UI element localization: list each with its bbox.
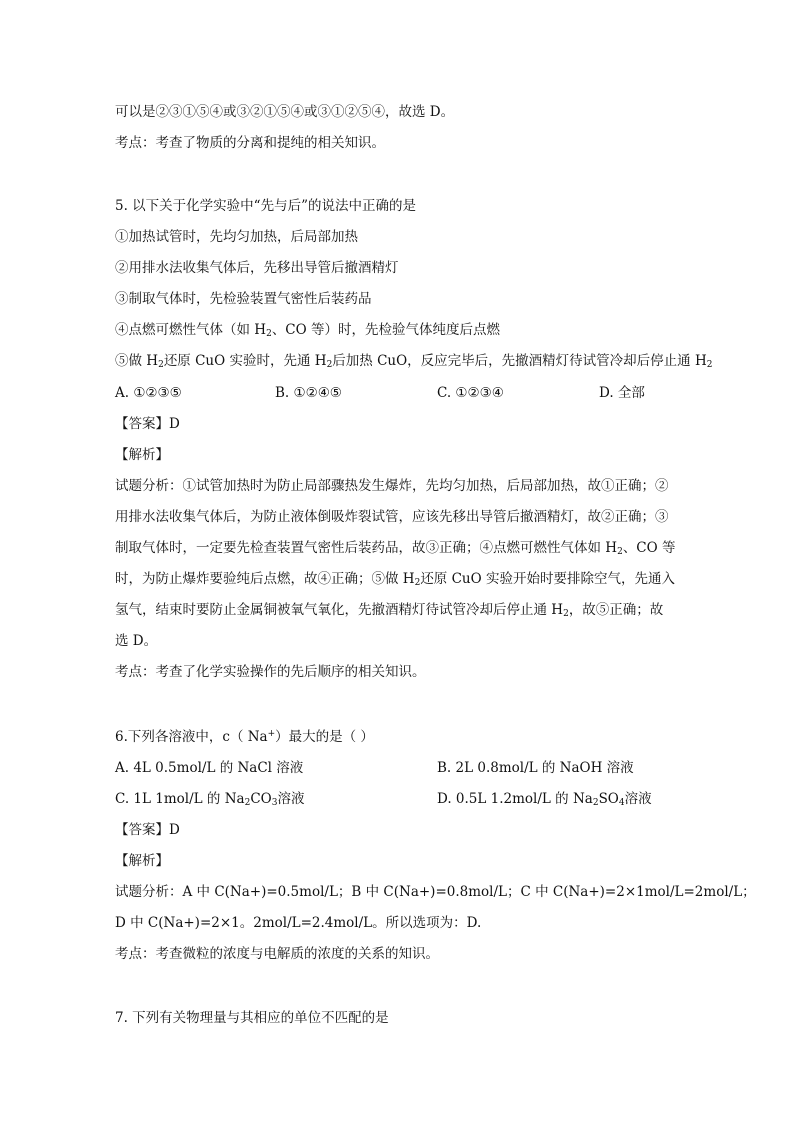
q6-option-d: D. 0.5L 1.2mol/L 的 $Na_2SO_4$溶液 [437,791,652,808]
q5-statement-1: ①加热试管时，先均匀加热，后局部加热 [115,229,358,245]
q5-kaodian: 考点：考查了化学实验操作的先后顺序的相关知识。 [115,664,426,680]
q6-analysis-line-2: D 中 C(Na+)=2×1。2mol/L=2.4mol/L。所以选项为：D. [115,915,482,931]
q6-kaodian: 考点：考查微粒的浓度与电解质的浓度的关系的知识。 [115,946,439,962]
q5-stem: 5. 以下关于化学实验中“先与后”的说法中正确的是 [115,198,416,214]
q5-statement-2: ②用排水法收集气体后，先移出导管后撤酒精灯 [115,260,399,276]
q6-option-a: A. 4L 0.5mol/L 的 NaCl 溶液 [115,760,304,776]
q5-statement-3: ③制取气体时，先检验装置气密性后装药品 [115,291,372,307]
q5-answer: 【答案】D [115,416,180,432]
q5-option-c: C. ①②③④ [437,385,504,401]
q7-stem: 7. 下列有关物理量与其相应的单位不匹配的是 [115,1010,389,1026]
q5-analysis-line-4: 时，为防止爆炸要验纯后点燃，故④正确；⑤做 $H_2$还原 CuO 实验开始时要排除空气，先通入 [115,571,675,588]
q6-analysis-heading: 【解析】 [115,853,169,869]
q5-analysis-line-6: 选 D。 [115,633,158,649]
q6-stem: 6.下列各溶液中，c（ Na+）最大的是（ ） [115,729,374,745]
q5-analysis-line-5: 氢气，结束时要防止金属铜被氧气氧化，先撤酒精灯待试管冷却后停止通 $H_2$，故⑤正确；故 [115,602,664,619]
q5-analysis-line-1: 试题分析：①试管加热时为防止局部骤热发生爆炸，先均匀加热，后局部加热，故①正确；② [115,478,669,494]
q6-answer: 【答案】D [115,822,180,838]
q5-analysis-line-3: 制取气体时，一定要先检查装置气密性后装药品，故③正确；④点燃可燃性气体如 $H_2$、CO 等 [115,540,676,557]
q5-analysis-line-2: 用排水法收集气体后，为防止液体倒吸炸裂试管，应该先移出导管后撤酒精灯，故②正确；③ [115,509,669,525]
q6-option-b: B. 2L 0.8mol/L 的 NaOH 溶液 [437,760,634,776]
prev-kaodian: 考点：考查了物质的分离和提纯的相关知识。 [115,135,385,151]
q5-option-a: A. ①②③⑤ [115,385,182,401]
q5-option-d: D. 全部 [599,385,645,401]
q5-statement-5: ⑤做 $H_2$还原 CuO 实验时，先通 $H_2$后加热 CuO，反应完毕后，先撤酒精灯待试管冷却后停止通 $H_2$ [115,353,713,370]
q5-option-b: B. ①②④⑤ [275,385,342,401]
q6-option-c: C. 1L 1mol/L 的 $Na_2CO_3$溶液 [115,791,305,808]
q5-statement-4: ④点燃可燃性气体（如 $H_2$、CO 等）时，先检验气体纯度后点燃 [115,322,501,339]
prev-answer-line: 可以是②③①⑤④或③②①⑤④或③①②⑤④，故选 D。 [115,104,455,120]
q6-analysis-line-1: 试题分析：A 中 C(Na+)=0.5mol/L；B 中 C(Na+)=0.8mol/L；C 中 C(Na+)=2×1mol/L=2mol/L； [115,884,756,900]
q5-analysis-heading: 【解析】 [115,447,169,463]
